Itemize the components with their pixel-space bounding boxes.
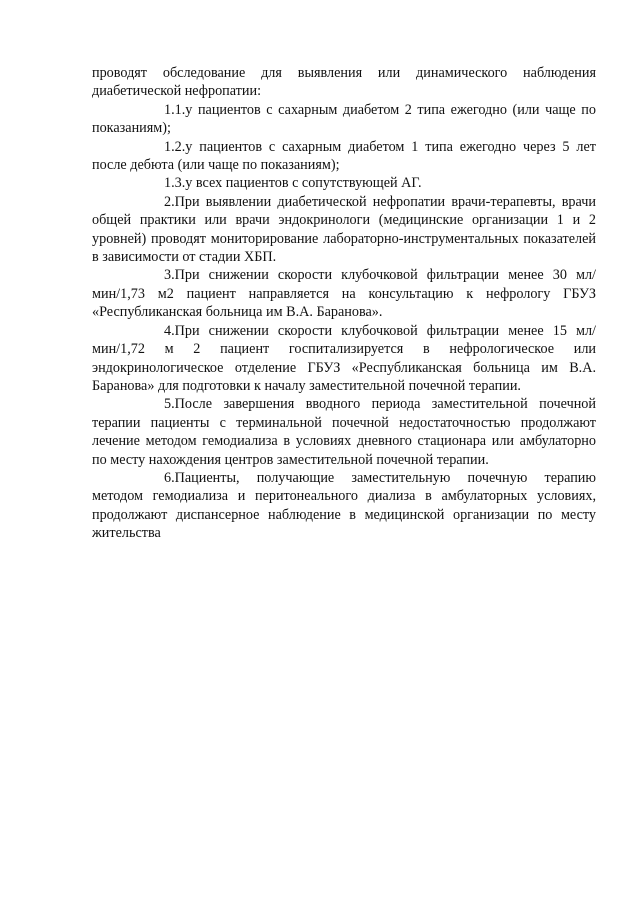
paragraph-number: 2. [164, 193, 175, 210]
paragraph-number: 1.3. [164, 175, 186, 192]
paragraph-text: у всех пациентов с сопутствующей АГ. [185, 175, 422, 192]
paragraph-number: 1.2. [164, 138, 186, 155]
paragraph-text: При снижении скорости клубочковой фильтрации менее 30 мл/мин/1,73 м2 пациент направляется на консультацию к нефрологу ГБУЗ «Республиканская больница им В.А. Баранова». [92, 267, 596, 321]
paragraph-5 [92, 395, 596, 469]
paragraph-text: у пациентов с сахарным диабетом 2 типа ежегодно (или чаще по показаниям); [92, 101, 596, 137]
paragraph-number: 1.1. [164, 101, 186, 118]
paragraph-number: 5. [164, 396, 175, 413]
paragraph-text: При выявлении диабетической нефропатии врачи-терапевты, врачи общей практики или врачи эндокринологи (медицинские организации 1 и 2 уровней) проводят мониторирование лабораторно-инструментальных показателей в зависимости от стадии ХБП. [92, 193, 596, 266]
paragraph-text: проводят обследование для выявления или динамического наблюдения диабетической нефропатии: [92, 65, 596, 100]
paragraph-text: Пациенты, получающие заместительную почечную терапию методом гемодиализа и перитонеального диализа в амбулаторных условиях, продолжают диспансерное наблюдение в медицинской организации по месту жительства [92, 469, 596, 542]
paragraph-3 [92, 266, 596, 321]
paragraph-number: 3. [164, 267, 175, 284]
paragraph-2 [92, 193, 596, 267]
paragraph-1-3 [92, 174, 596, 192]
paragraph-text: При снижении скорости клубочковой фильтрации менее 15 мл/мин/1,72 м 2 пациент госпитализируется в нефрологическое или эндокринологическое отделение ГБУЗ «Республиканская больница им В.А. Баранова» для подготовки к началу заместительной почечной терапии. [92, 322, 596, 394]
paragraph-text: После завершения вводного периода заместительной почечной терапии пациенты с терминальной почечной недостаточностью продолжают лечение методом гемодиализа в условиях дневного стационара или амбулаторно по месту нахождения центров заместительной почечной терапии. [92, 396, 596, 468]
document-page [92, 64, 596, 543]
paragraph-1-2 [92, 138, 596, 175]
paragraph-6 [92, 469, 596, 543]
paragraph-intro [92, 64, 596, 101]
paragraph-number: 4. [164, 322, 175, 339]
paragraph-text: у пациентов с сахарным диабетом 1 типа ежегодно через 5 лет после дебюта (или чаще по показаниям); [92, 138, 596, 174]
paragraph-4 [92, 322, 596, 396]
paragraph-number: 6. [164, 469, 175, 486]
paragraph-1-1 [92, 101, 596, 138]
